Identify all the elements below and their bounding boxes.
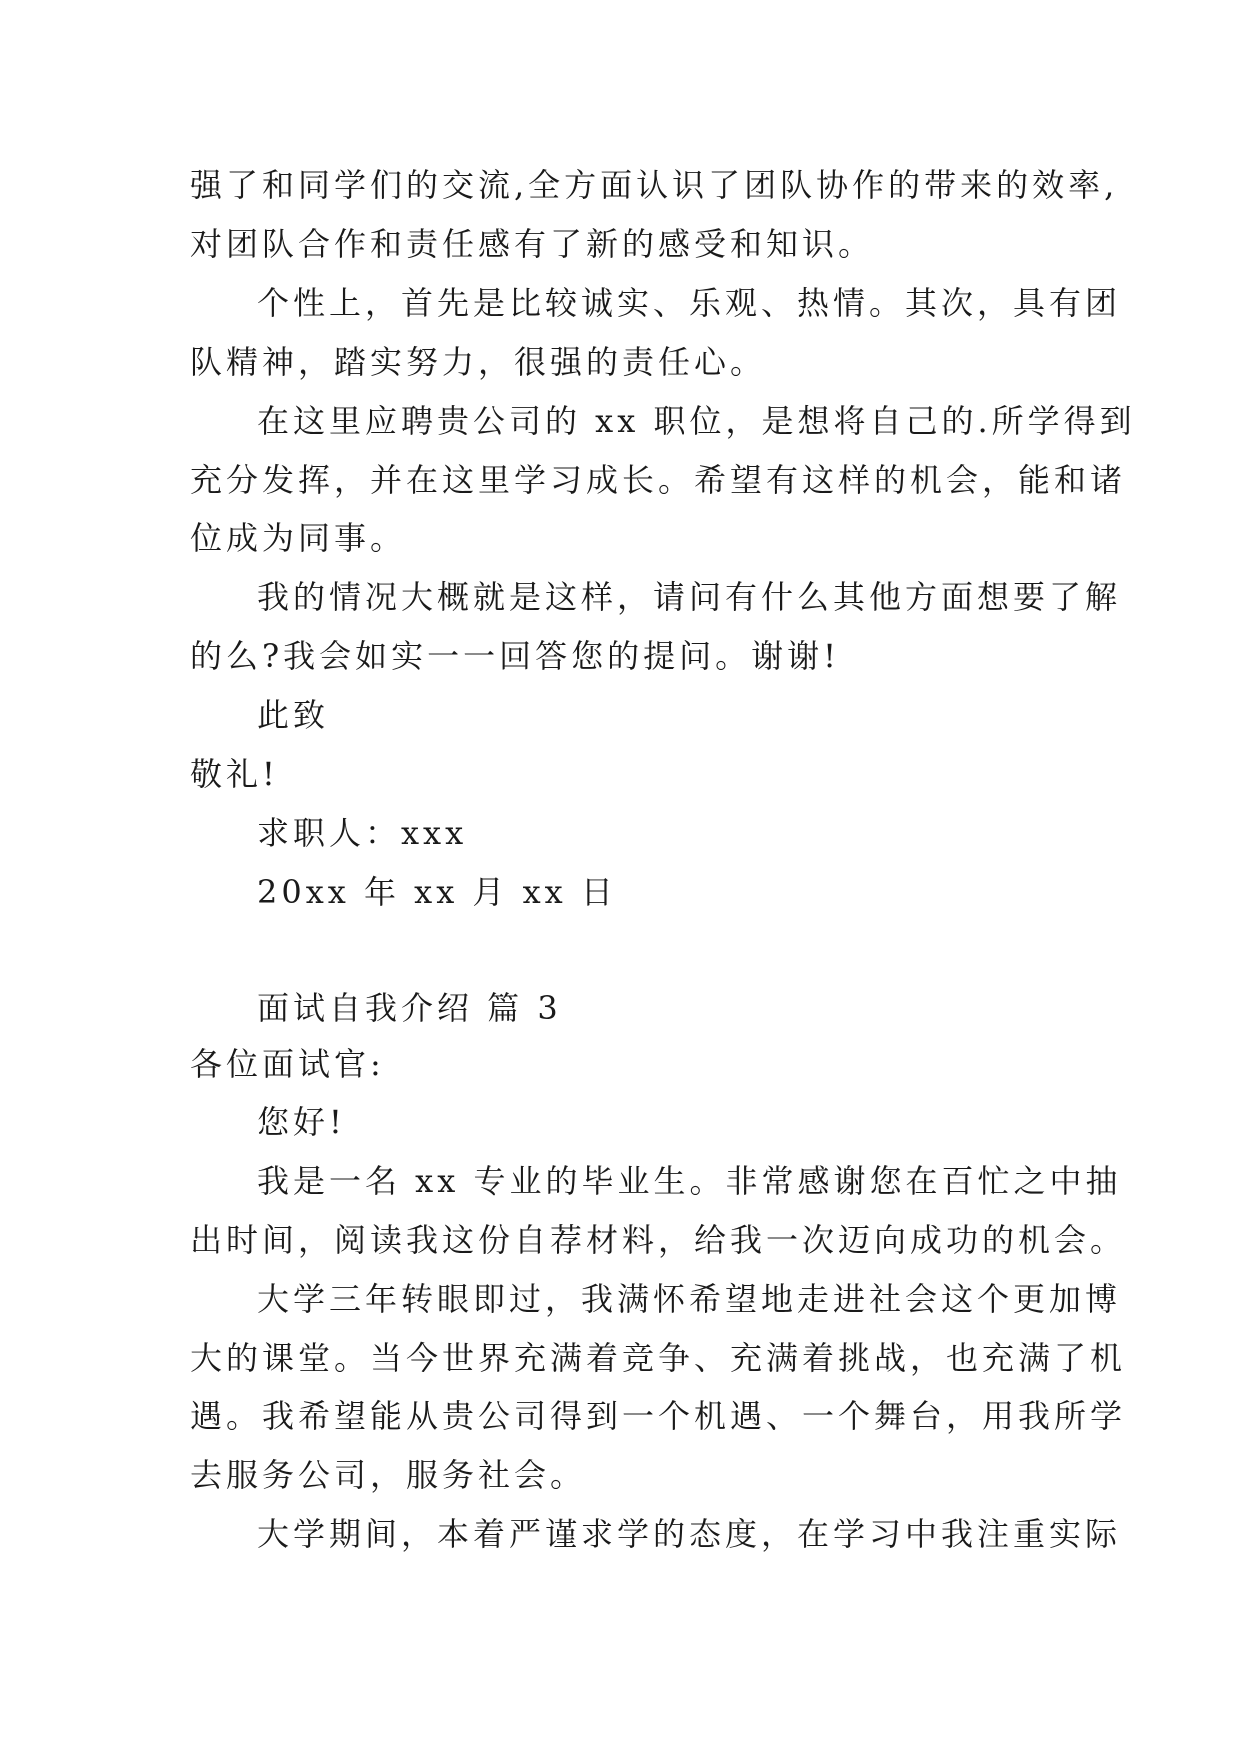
- closing-salutation: 敬礼!: [190, 755, 279, 793]
- paragraph-line: 出时间，阅读我这份自荐材料，给我一次迈向成功的机会。: [190, 1221, 1127, 1259]
- paragraph-line: 大学三年转眼即过，我满怀希望地走进社会这个更加博: [257, 1280, 1122, 1318]
- paragraph-line: 我是一名 xx 专业的毕业生。非常感谢您在百忙之中抽: [257, 1162, 1122, 1200]
- paragraph-line: 遇。我希望能从贵公司得到一个机遇、一个舞台，用我所学: [190, 1397, 1127, 1435]
- paragraph-line: 位成为同事。: [190, 519, 407, 557]
- greeting-line: 您好!: [257, 1103, 346, 1141]
- paragraph-line: 大学期间，本着严谨求学的态度，在学习中我注重实际: [257, 1515, 1122, 1553]
- paragraph-line: 队精神，踏实努力，很强的责任心。: [190, 343, 767, 381]
- signature-date: 20xx 年 xx 月 xx 日: [257, 873, 617, 911]
- paragraph-line: 我的情况大概就是这样，请问有什么其他方面想要了解: [257, 578, 1122, 616]
- paragraph-line: 去服务公司，服务社会。: [190, 1456, 587, 1494]
- paragraph-line: 大的课堂。当今世界充满着竞争、充满着挑战，也充满了机: [190, 1339, 1127, 1377]
- signature-name: 求职人：xxx: [257, 814, 468, 852]
- paragraph-line: 的么?我会如实一一回答您的提问。谢谢!: [190, 637, 841, 675]
- paragraph-line: 个性上，首先是比较诚实、乐观、热情。其次，具有团: [257, 284, 1122, 322]
- paragraph-line: 充分发挥，并在这里学习成长。希望有这样的机会，能和诸: [190, 461, 1127, 499]
- greeting: 各位面试官:: [190, 1045, 385, 1083]
- paragraph-line: 强了和同学们的交流,全方面认识了团队协作的带来的效率,: [190, 166, 1119, 204]
- paragraph-line: 在这里应聘贵公司的 xx 职位，是想将自己的.所学得到: [257, 402, 1136, 440]
- paragraph-line: 对团队合作和责任感有了新的感受和知识。: [190, 225, 875, 263]
- closing-phrase: 此致: [257, 696, 330, 734]
- section-heading: 面试自我介绍 篇 3: [257, 989, 562, 1027]
